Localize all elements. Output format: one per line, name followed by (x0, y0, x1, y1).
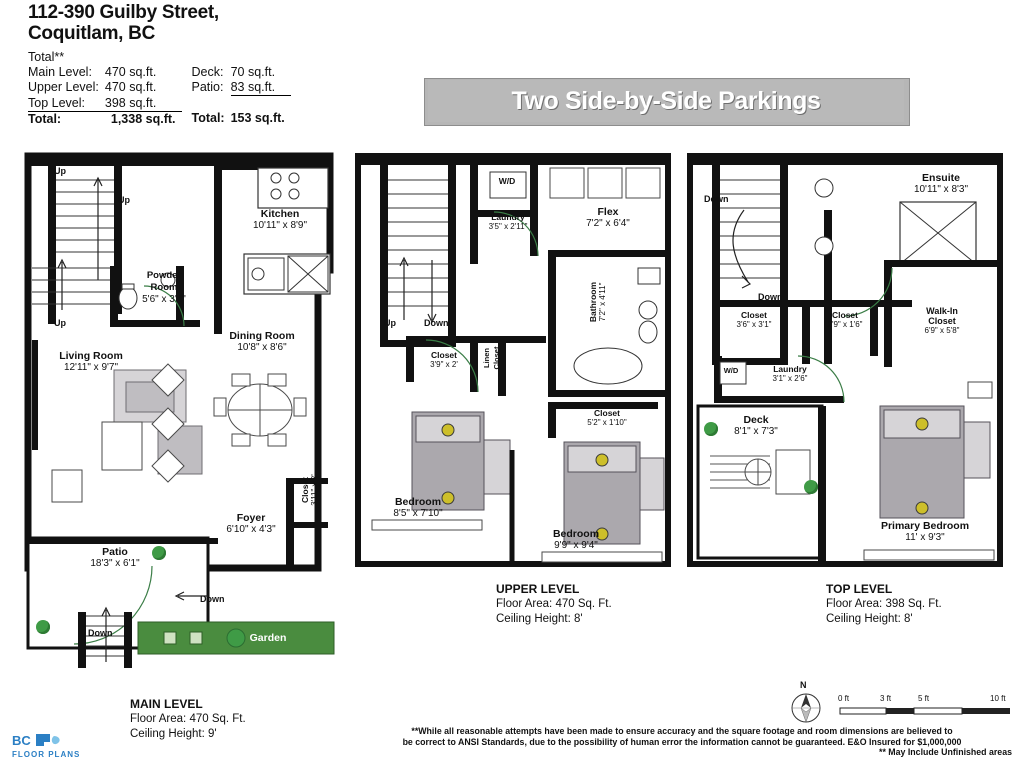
patio-value: 83 sq.ft. (230, 80, 276, 94)
disclaimer-text (352, 726, 1012, 758)
table-row (28, 96, 291, 112)
deck-value: 70 sq.ft. (230, 65, 276, 79)
upper-level-title-block (496, 582, 612, 627)
top-level-area: Floor Area: 398 Sq. Ft. (826, 598, 942, 610)
upper-level-plan (352, 150, 672, 570)
total-label-right: Total: (191, 111, 225, 126)
disclaimer-line-3: ** May Include Unfinished areas (879, 747, 1012, 757)
scale-bar (838, 694, 1014, 726)
upper-level-ceiling: Ceiling Height: 8' (496, 613, 583, 625)
main-level-title-block (130, 697, 246, 742)
main-level-ceiling: Ceiling Height: 9' (130, 728, 217, 740)
room-label-closet-2: Closet 2'9" x 1'6" (827, 310, 863, 329)
room-label-closet: Closet 3'11" x 2' (300, 474, 319, 506)
room-label-ensuite: Ensuite 10'11" x 8'3" (913, 172, 969, 195)
main-down-marker-2: Down (88, 628, 113, 638)
upper-level-label: Upper Level: (28, 80, 99, 95)
company-logo (12, 730, 92, 760)
main-level-area: Floor Area: 470 Sq. Ft. (130, 713, 246, 725)
room-label-garden: Garden (249, 632, 287, 644)
title-line-1: 112-390 Guilby Street, (28, 2, 219, 23)
main-level-value: 470 sq.ft. (104, 65, 157, 79)
room-label-kitchen: Kitchen 10'11" x 8'9" (252, 208, 308, 231)
deck-label: Deck: (191, 65, 224, 79)
upper-up-marker: Up (384, 318, 396, 328)
room-label-closet-2: Closet 5'2" x 1'10" (587, 408, 627, 427)
room-label-foyer: Foyer 6'10" x 4'3" (226, 512, 276, 535)
page-title (28, 2, 448, 44)
room-label-bathroom: Bathroom 7'2" x 4'11" (588, 281, 607, 323)
top-level-drawing (684, 150, 1006, 570)
table-row (28, 111, 291, 127)
compass-rose (786, 682, 826, 726)
plant-icon (36, 620, 50, 634)
room-label-laundry: Laundry 3'5" x 2'11" (488, 212, 528, 231)
room-label-closet-1: Closet 3'6" x 3'1" (736, 310, 772, 329)
upper-down-marker: Down (424, 318, 449, 328)
top-level-ceiling: Ceiling Height: 8' (826, 613, 913, 625)
compass-north-label: N (800, 680, 807, 690)
room-label-wd: W/D (498, 176, 516, 186)
bc-floor-plans-logo-icon (12, 730, 86, 760)
scale-label-0: 0 ft (838, 694, 850, 703)
room-label-bedroom-1: Bedroom 8'5" x 7'10" (393, 496, 443, 519)
main-up-marker-1: Up (118, 195, 130, 205)
main-level-label: Main Level: (28, 65, 92, 79)
top-down-marker-2: Down (758, 292, 783, 302)
table-row (28, 65, 291, 80)
title-line-2: Coquitlam, BC (28, 23, 155, 44)
room-label-powder-room: Powder Room 5'6" x 3'4" (142, 270, 186, 305)
main-down-marker-1: Down (200, 594, 225, 604)
room-label-laundry: Laundry 3'1" x 2'6" (772, 364, 808, 383)
total-label-left: Total: (28, 111, 105, 127)
main-up-marker-2: Up (54, 166, 66, 176)
top-level-label: Top Level: (28, 95, 85, 110)
room-label-deck: Deck 8'1" x 7'3" (734, 414, 778, 437)
room-label-closet-1: Closet 3'9" x 2' (430, 350, 458, 369)
plant-icon (804, 480, 818, 494)
svg-text:FLOOR PLANS: FLOOR PLANS (12, 750, 81, 759)
svg-text:BC: BC (12, 733, 31, 748)
total-value-left: 1,338 sq.ft. (105, 111, 182, 127)
disclaimer-line-1: **While all reasonable attempts have been made to ensure accuracy and the square footage and room dimensions are believed to (411, 726, 953, 736)
room-label-flex: Flex 7'2" x 6'4" (586, 206, 630, 229)
room-label-wd: W/D (723, 366, 739, 375)
parking-banner-inner (428, 80, 904, 122)
upper-level-title: UPPER LEVEL (496, 582, 580, 596)
main-up-marker-3: Up (54, 318, 66, 328)
upper-level-area: Floor Area: 470 Sq. Ft. (496, 598, 612, 610)
patio-label: Patio: (191, 80, 224, 95)
top-level-value: 398 sq.ft. (104, 95, 157, 110)
scale-label-3: 3 ft (880, 694, 892, 703)
scale-label-10: 10 ft (990, 694, 1006, 703)
table-row (28, 80, 291, 96)
room-label-patio: Patio 18'3" x 6'1" (90, 546, 140, 569)
room-label-dining-room: Dining Room 10'8" x 8'6" (229, 330, 295, 353)
room-label-primary-bedroom: Primary Bedroom 11' x 9'3" (880, 520, 970, 543)
total-value-right: 153 sq.ft. (230, 111, 285, 126)
main-level-title: MAIN LEVEL (130, 697, 203, 711)
top-level-plan (684, 150, 1006, 570)
top-level-title-block (826, 582, 942, 627)
main-level-plan (18, 150, 338, 680)
area-summary-table (28, 50, 291, 127)
room-label-living-room: Living Room 12'11" x 9'7" (59, 350, 123, 373)
scale-label-5: 5 ft (918, 694, 930, 703)
room-label-linen-closet: Linen Closet (482, 346, 501, 370)
room-label-bedroom-2: Bedroom 9'9" x 9'4" (552, 528, 600, 551)
disclaimer-line-2: be correct to ANSI Standards, due to the possibility of human error the information cannot be guaranteed. E&O Insured for $1,000,000 (402, 736, 962, 747)
top-down-marker-1: Down (704, 194, 729, 204)
top-level-title: TOP LEVEL (826, 582, 893, 596)
total-label: Total** (28, 50, 65, 64)
upper-level-value: 470 sq.ft. (104, 80, 157, 95)
parking-banner-text: Two Side-by-Side Parkings (511, 86, 821, 115)
room-label-walk-in-closet: Walk-In Closet 6'9" x 5'8" (924, 306, 960, 335)
